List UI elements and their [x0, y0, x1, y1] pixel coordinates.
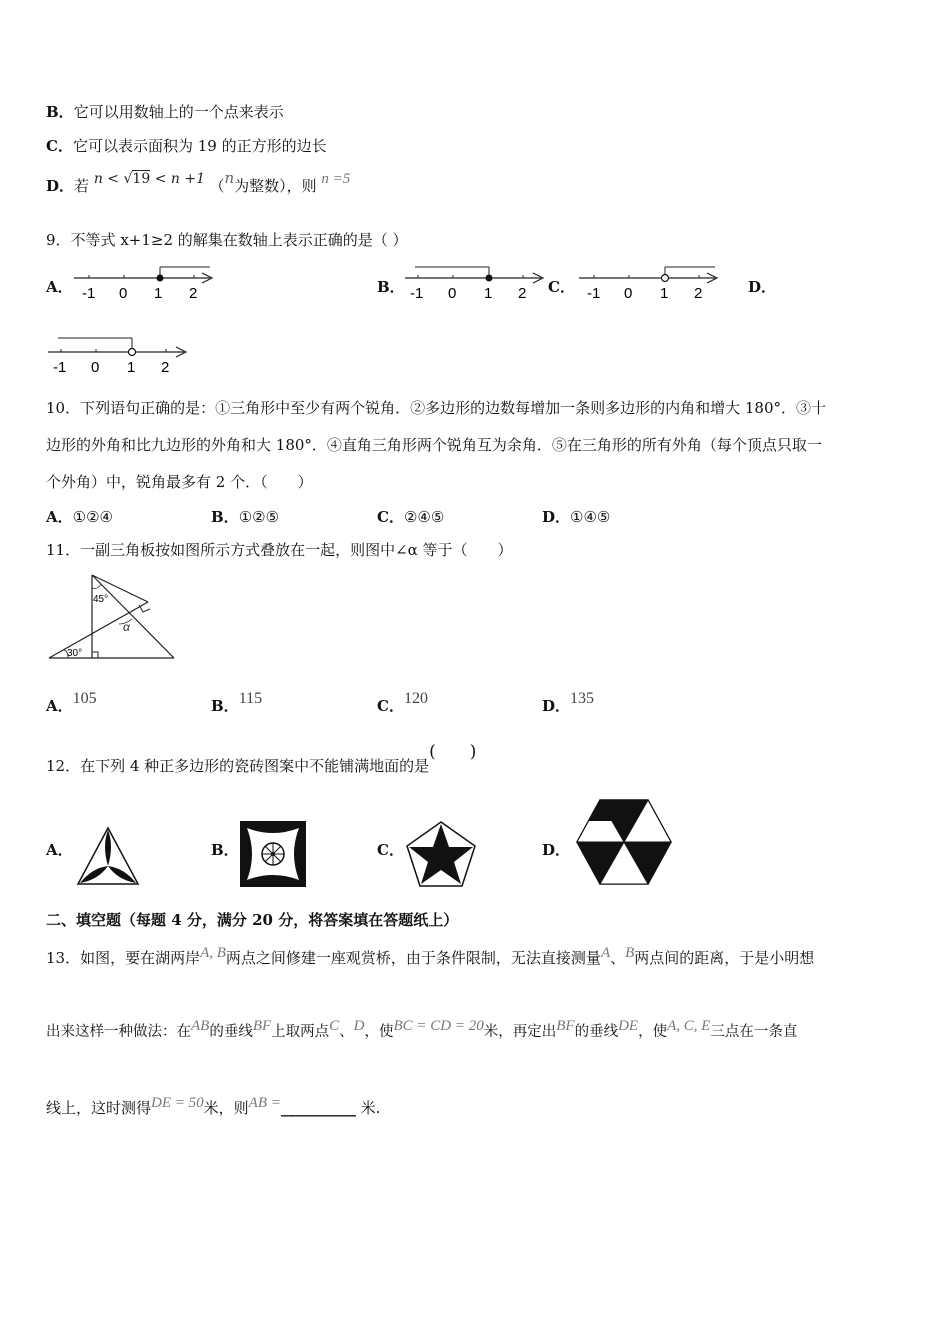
option-letter: B． — [211, 697, 239, 715]
option-text: 它可以用数轴上的一个点来表示 — [73, 103, 284, 121]
number-line-a — [72, 262, 222, 304]
q13-line3 — [46, 1095, 381, 1119]
option-value: 115 — [238, 690, 263, 707]
tick-label: 2 — [518, 285, 527, 302]
math-a-c-e: A, C, E — [667, 1018, 711, 1034]
tick-label: 1 — [660, 285, 669, 302]
option-text: ①④⑤ — [570, 508, 611, 526]
tick-label: -1 — [82, 285, 96, 302]
answer-blank[interactable]: __________ — [280, 1099, 356, 1117]
q12-label-b: B． — [211, 841, 239, 859]
math-d: D — [353, 1018, 365, 1034]
triangle-figure — [46, 572, 181, 664]
q10-option-b — [211, 507, 279, 527]
option-text: ②④⑤ — [403, 508, 445, 526]
question-number: 9． — [46, 231, 71, 249]
less-than: < — [154, 171, 167, 187]
tick-label: 0 — [448, 285, 457, 302]
math-bc-cd: BC = CD = 20 — [393, 1018, 484, 1034]
math-bf: BF — [252, 1018, 272, 1034]
text: 米，则 — [203, 1099, 249, 1117]
q10-line3: 个外角）中，锐角最多有 2 个．（ ） — [46, 473, 313, 491]
option-letter: C． — [46, 137, 73, 155]
tick-label: 2 — [161, 359, 170, 375]
option-letter: B． — [211, 508, 239, 526]
tick-label: 1 — [154, 285, 163, 302]
option-value: 135 — [570, 690, 595, 707]
q13-line2 — [46, 1018, 798, 1042]
number-line-d — [46, 330, 196, 375]
q9-label-a: A． — [46, 278, 73, 296]
q9-label-c: C． — [548, 278, 575, 296]
option-pre: 若 — [74, 177, 90, 195]
option-letter: A． — [46, 508, 73, 526]
sqrt-symbol: √ — [123, 171, 133, 187]
angle-45-label: 45° — [93, 594, 109, 605]
q11-option-c — [377, 688, 428, 718]
var-n: n — [224, 169, 235, 187]
text: 两点间的距离，于是小明想 — [634, 949, 815, 967]
text: 、 — [339, 1024, 354, 1040]
q9-label-b: B． — [377, 278, 405, 296]
q11-option-a — [46, 688, 97, 718]
option-text: ①②⑤ — [238, 508, 280, 526]
tick-label: 2 — [189, 285, 198, 302]
text: ，使 — [638, 1024, 668, 1040]
option-text: 它可以表示面积为 19 的正方形的边长 — [72, 137, 327, 155]
tick-label: -1 — [53, 359, 67, 375]
q11-option-b — [211, 688, 262, 718]
q10-option-c — [377, 507, 444, 527]
q13-line1 — [46, 945, 815, 969]
q10-option-d — [542, 507, 610, 527]
q12-label-c: C． — [377, 841, 404, 859]
q10-option-a — [46, 507, 113, 527]
q9-label-d: D． — [748, 278, 777, 296]
math-b: B — [625, 945, 635, 961]
answer-paren: ( ) — [429, 742, 477, 762]
option-letter: D． — [46, 177, 75, 195]
question-text: 12．在下列 4 种正多边形的瓷砖图案中不能铺满地面的是 — [46, 757, 430, 775]
option-letter: C． — [377, 697, 404, 715]
text: 13．如图，要在湖两岸 — [46, 949, 201, 967]
option-value: 105 — [72, 690, 97, 707]
tick-label: 2 — [694, 285, 703, 302]
number-line-b — [403, 262, 553, 304]
tick-label: 0 — [624, 285, 633, 302]
text: 出来这样一种做法：在 — [46, 1024, 191, 1040]
text: 的垂线 — [209, 1024, 253, 1040]
text: 米. — [355, 1099, 381, 1117]
q9-stem — [46, 230, 408, 250]
var-n: n — [93, 171, 103, 187]
inequality — [94, 171, 210, 187]
q11-option-d — [542, 688, 594, 718]
math-ab: AB — [191, 1018, 210, 1034]
option-letter: D． — [542, 508, 571, 526]
alpha-label: α — [123, 620, 130, 634]
tick-label: 1 — [127, 359, 136, 375]
math-de: DE — [618, 1018, 639, 1034]
math-c: C — [329, 1018, 340, 1034]
tile-triangle-pattern — [76, 826, 141, 888]
option-text: ①②④ — [72, 508, 113, 526]
tick-label: 1 — [484, 285, 493, 302]
question-text: 不等式 x+1≥2 的解集在数轴上表示正确的是（ ） — [70, 231, 408, 249]
tick-label: -1 — [410, 285, 424, 302]
section-2-title: 二、填空题（每题 4 分，满分 20 分，将答案填在答题纸上） — [46, 911, 459, 929]
math-ab-equals: AB = — [248, 1095, 281, 1111]
radicand: 19 — [132, 171, 151, 187]
option-letter: D． — [542, 697, 571, 715]
math-bf: BF — [556, 1018, 575, 1034]
q12-stem — [46, 742, 477, 775]
tick-label: -1 — [587, 285, 601, 302]
q10-line2: 边形的外角和比九边形的外角和大 180°．④直角三角形两个锐角互为余角．⑤在三角形的所有外角（每个顶点只取一 — [46, 436, 822, 454]
option-value: 120 — [403, 690, 428, 707]
q12-label-d: D． — [542, 841, 571, 859]
paren-open: （ — [209, 177, 225, 195]
q8-option-c — [46, 136, 327, 156]
q8-option-d — [46, 169, 351, 206]
option-letter: C． — [377, 508, 404, 526]
text: 上取两点 — [271, 1024, 330, 1040]
option-letter: A． — [46, 697, 73, 715]
text: 线上，这时测得 — [46, 1099, 152, 1117]
option-letter: B． — [46, 103, 74, 121]
text: 米，再定出 — [483, 1024, 557, 1040]
q10-line1: 10．下列语句正确的是：①三角形中至少有两个锐角．②多边形的边数每增加一条则多边形的内角和增大 180°．③十 — [46, 399, 826, 417]
q11-stem: 11．一副三角板按如图所示方式叠放在一起，则图中∠α 等于（ ） — [46, 541, 513, 559]
q8-option-b — [46, 102, 284, 122]
number-line-c — [577, 262, 727, 304]
text: 的垂线 — [574, 1024, 619, 1040]
math-de-50: DE = 50 — [151, 1095, 204, 1111]
math-a-b: A, B — [200, 945, 226, 961]
tick-label: 0 — [119, 285, 128, 302]
text: ，使 — [364, 1024, 394, 1040]
text: 三点在一条直 — [710, 1024, 798, 1040]
math-a: A — [600, 945, 611, 961]
tile-square-pattern — [239, 820, 307, 888]
angle-30-label: 30° — [67, 648, 83, 659]
tick-label: 0 — [91, 359, 100, 375]
less-than: < — [107, 171, 120, 187]
q12-label-a: A． — [46, 841, 73, 859]
text: 、 — [610, 949, 626, 967]
paren-text: 为整数），则 — [234, 177, 317, 195]
text: 两点之间修建一座观赏桥，由于条件限制，无法直接测量 — [225, 949, 601, 967]
tile-hexagon-pattern — [575, 798, 673, 886]
n-plus-one: n +1 — [170, 171, 205, 187]
result-n-equals-5: n =5 — [321, 171, 351, 187]
tile-pentagon-pattern — [405, 820, 477, 888]
